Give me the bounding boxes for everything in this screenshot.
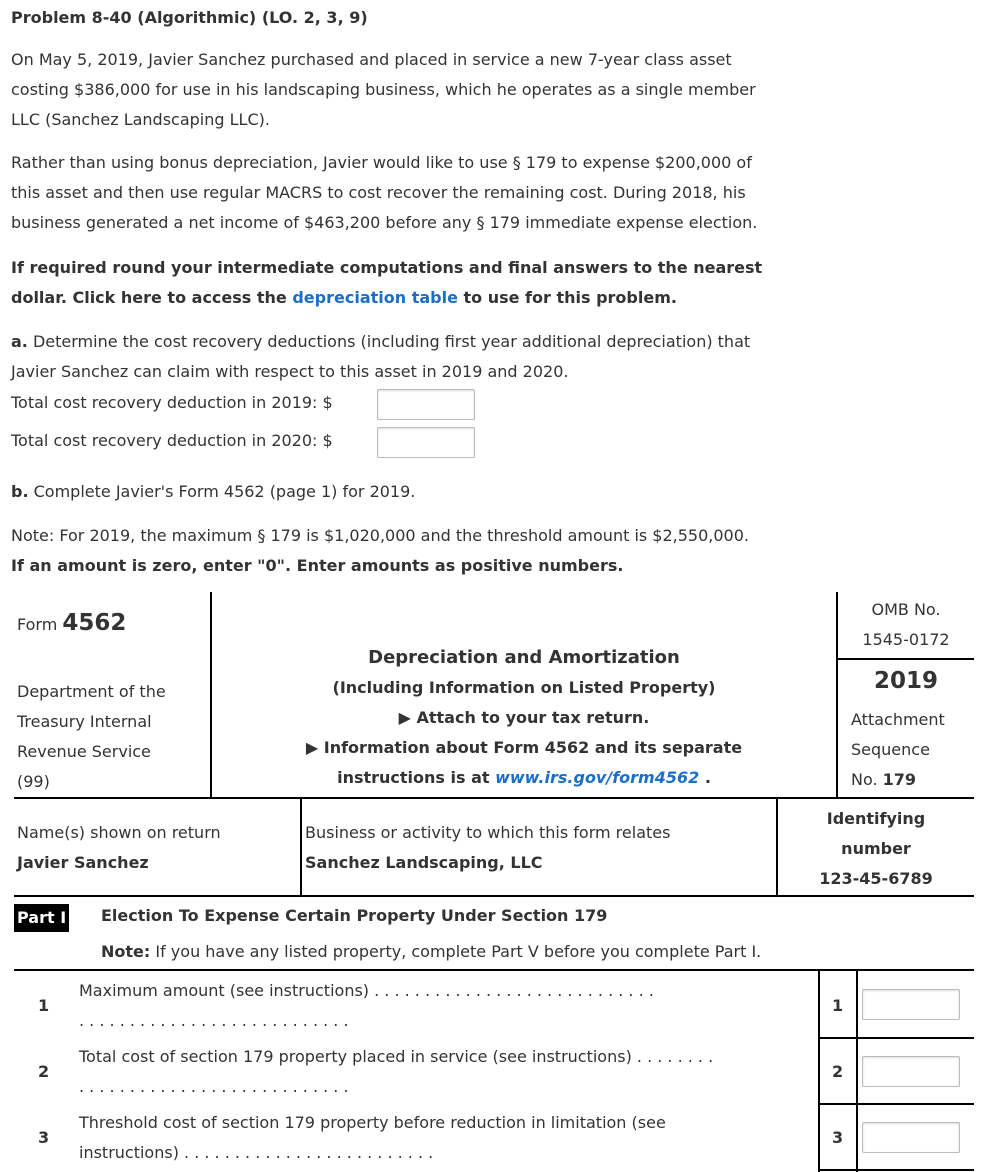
dept-line: Revenue Service [17,742,151,761]
omb-label: OMB No. [871,600,941,619]
sequence-no-label: No. [851,770,883,789]
rounding-text: dollar. Click here to access the [11,288,293,307]
rounding-text: to use for this problem. [457,288,677,307]
part-title: Election To Expense Certain Property Under Section 179 [101,906,608,925]
line-description [79,1042,713,1102]
dept-line: (99) [17,772,50,791]
line-2-input[interactable] [862,1056,960,1087]
form-subtitle: (Including Information on Listed Property) [332,678,716,697]
info-line-2 [212,763,836,793]
paragraph-2-line: this asset and then use regular MACRS to cost recover the remaining cost. During 2018, his [11,183,746,202]
sequence-line: Sequence [851,740,930,759]
note-zero: If an amount is zero, enter "0". Enter amounts as positive numbers. [11,556,624,575]
dept-line: Treasury Internal [17,712,152,731]
id-label: Identifying [826,809,926,828]
business-name: Sanchez Landscaping, LLC [305,853,543,872]
rounding-instruction-2 [11,283,677,313]
identifying-number: 123-45-6789 [819,869,933,888]
part-b-label: b. [11,482,29,501]
line-text: instructions) . . . . . . . . . . . . . . . . . . . . . . . . . [79,1143,434,1162]
part-note [101,942,761,961]
problem-title-text: Problem 8-40 (Algorithmic) (LO. 2, 3, 9) [11,8,368,27]
line-1-input[interactable] [862,989,960,1020]
deduction-2020-label: Total cost recovery deduction in 2020: $ [11,431,333,450]
info-text: . [699,768,711,787]
business-label: Business or activity to which this form relates [305,823,671,842]
part-badge: Part I [14,904,69,932]
business-block [305,818,670,878]
problem-title [11,3,368,33]
part-a-prompt [11,327,750,357]
line-text: . . . . . . . . . . . . . . . . . . . . . . . . . . . [79,1077,349,1096]
deduction-2019-label: Total cost recovery deduction in 2019: $ [11,393,333,412]
form-number [17,610,126,636]
divider [837,658,974,660]
line-text: Threshold cost of section 179 property before reduction in limitation (see [79,1113,666,1132]
divider [818,1169,974,1171]
part-a-label: a. [11,332,28,351]
omb-block [838,595,974,655]
name-label: Name(s) shown on return [17,823,221,842]
line-box-number: 2 [832,1062,844,1081]
part-a-text: Determine the cost recovery deductions (including first year additional depreciation) that [27,332,751,351]
divider [300,799,302,896]
omb-number: 1545-0172 [862,630,950,649]
deduction-2019-input[interactable] [377,389,475,420]
divider [818,970,820,1172]
part-b-prompt [11,477,415,507]
part-a-prompt-2: Javier Sanchez can claim with respect to this asset in 2019 and 2020. [11,362,569,381]
info-line: ▶ Information about Form 4562 and its separate [305,738,743,757]
irs-link[interactable]: www.irs.gov/form4562 [495,768,700,787]
sequence-number [851,765,945,795]
part-b-text: Complete Javier's Form 4562 (page 1) for 2019. [28,482,416,501]
rounding-instruction: If required round your intermediate computations and final answers to the nearest [11,258,763,277]
line-number: 1 [38,996,50,1015]
divider [14,895,974,897]
sequence-no-value: 179 [882,770,917,789]
info-text: instructions is at [337,768,496,787]
dept-line: Department of the [17,682,166,701]
line-text: Maximum amount (see instructions) . . . . . . . . . . . . . . . . . . . . . . . . . . . . [79,981,654,1000]
paragraph-1-line: LLC (Sanchez Landscaping LLC). [11,110,270,129]
line-box-number: 3 [832,1128,844,1147]
depreciation-table-link[interactable]: depreciation table [292,288,458,307]
line-box-number: 1 [832,996,844,1015]
id-block [778,804,974,894]
divider [818,1103,974,1105]
line-text: . . . . . . . . . . . . . . . . . . . . . . . . . . . [79,1011,349,1030]
sequence-block [851,705,945,795]
divider [14,797,974,799]
divider [14,969,974,971]
sequence-line: Attachment [851,710,945,729]
form-word: Form [17,615,58,634]
deduction-2020-input[interactable] [377,427,475,458]
line-number: 2 [38,1062,50,1081]
attach-instruction: ▶ Attach to your tax return. [398,708,650,727]
note-limits: Note: For 2019, the maximum § 179 is $1,020,000 and the threshold amount is $2,550,000. [11,526,749,545]
note-text: If you have any listed property, complete Part V before you complete Part I. [150,942,762,961]
form-title-block [212,643,836,793]
taxpayer-name: Javier Sanchez [17,853,149,872]
line-text: Total cost of section 179 property placed in service (see instructions) . . . . . . . . [79,1047,714,1066]
line-number: 3 [38,1128,50,1147]
name-block [17,818,221,878]
paragraph-1-line: On May 5, 2019, Javier Sanchez purchased and placed in service a new 7-year class asset [11,50,732,69]
paragraph-2-line: business generated a net income of $463,200 before any § 179 immediate expense election. [11,213,758,232]
id-label: number [841,839,911,858]
paragraph-2-line: Rather than using bonus depreciation, Javier would like to use § 179 to expense $200,000 of [11,153,752,172]
divider [818,1037,974,1039]
divider [856,970,858,1172]
form-number-value: 4562 [62,610,127,636]
paragraph-1-line: costing $386,000 for use in his landscaping business, which he operates as a single member [11,80,756,99]
form-title: Depreciation and Amortization [368,647,680,668]
line-3-input[interactable] [862,1122,960,1153]
note-label: Note: [101,942,151,961]
line-description [79,1108,666,1168]
dept-block [17,677,166,797]
tax-year: 2019 [873,668,938,694]
line-description [79,976,654,1036]
